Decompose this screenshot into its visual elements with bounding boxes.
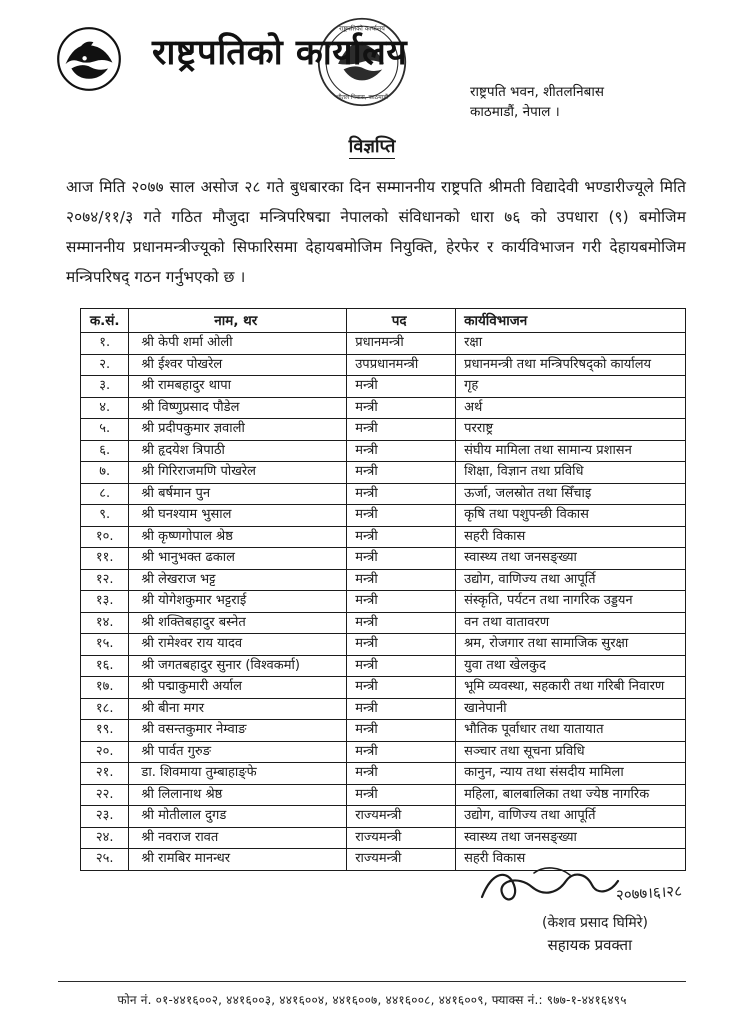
cell-name: श्री रामबहादुर थापा xyxy=(129,376,347,398)
cell-portfolio: युवा तथा खेलकुद xyxy=(456,655,686,677)
cell-sn: ५. xyxy=(81,419,129,441)
table-row xyxy=(81,827,686,849)
cell-portfolio: गृह xyxy=(456,376,686,398)
cell-name: श्री विष्णुप्रसाद पौडेल xyxy=(129,397,347,419)
notice-title xyxy=(0,134,744,158)
table-row xyxy=(81,655,686,677)
table-row xyxy=(81,526,686,548)
cell-portfolio: सहरी विकास xyxy=(456,526,686,548)
cell-portfolio: स्वास्थ्य तथा जनसङ्ख्या xyxy=(456,827,686,849)
cell-portfolio: उद्योग, वाणिज्य तथा आपूर्ति xyxy=(456,569,686,591)
cell-portfolio: कृषि तथा पशुपन्छी विकास xyxy=(456,505,686,527)
cell-sn: २१. xyxy=(81,763,129,785)
table-row xyxy=(81,419,686,441)
cell-sn: ९. xyxy=(81,505,129,527)
cell-post: राज्यमन्त्री xyxy=(347,806,456,828)
cabinet-table xyxy=(80,308,686,871)
cell-post: मन्त्री xyxy=(347,462,456,484)
cell-portfolio: शिक्षा, विज्ञान तथा प्रविधि xyxy=(456,462,686,484)
cell-post: मन्त्री xyxy=(347,698,456,720)
table-row xyxy=(81,806,686,828)
table-row xyxy=(81,440,686,462)
cell-name: श्री रामेश्वर राय यादव xyxy=(129,634,347,656)
cell-sn: १८. xyxy=(81,698,129,720)
cell-name: श्री वसन्तकुमार नेम्वाङ xyxy=(129,720,347,742)
signatory-role: सहायक प्रवक्ता xyxy=(547,935,632,954)
cell-sn: ३. xyxy=(81,376,129,398)
cell-name: श्री केपी शर्मा ओली xyxy=(129,333,347,355)
footer-divider xyxy=(58,981,686,982)
cell-portfolio: कानुन, न्याय तथा संसदीय मामिला xyxy=(456,763,686,785)
cell-sn: ४. xyxy=(81,397,129,419)
notice-paragraph: आज मिति २०७७ साल असोज २८ गते बुधबारका दिन सम्माननीय राष्ट्रपति श्रीमती विद्यादेवी भण्डारीज्यूले मिति २०७४/११/३ गते गठित मौजुदा मन्त्रिपरिषद्मा नेपालको संविधानको धारा ७६ को उपधारा (९) बमोजिम सम्माननीय प्रधानमन्त्रीज्यूको सिफारिसमा देहायबमोजिम नियुक्ति, हेरफेर र कार्यविभाजन गरी देहायबमोजिम मन्त्रिपरिषद् गठन गर्नुभएको छ । xyxy=(66,178,686,286)
cell-name: श्री शक्तिबहादुर बस्नेत xyxy=(129,612,347,634)
cell-post: मन्त्री xyxy=(347,784,456,806)
cell-name: श्री लेखराज भट्ट xyxy=(129,569,347,591)
cell-portfolio: अर्थ xyxy=(456,397,686,419)
cell-post: मन्त्री xyxy=(347,655,456,677)
cell-name: श्री बर्षमान पुन xyxy=(129,483,347,505)
cell-sn: १२. xyxy=(81,569,129,591)
cell-portfolio: संस्कृति, पर्यटन तथा नागरिक उड्डयन xyxy=(456,591,686,613)
table-row xyxy=(81,483,686,505)
column-header-name: नाम, थर xyxy=(129,309,347,333)
cell-portfolio: परराष्ट्र xyxy=(456,419,686,441)
cell-post: मन्त्री xyxy=(347,526,456,548)
table-row xyxy=(81,591,686,613)
cell-post: मन्त्री xyxy=(347,591,456,613)
address-line-1: राष्ट्रपति भवन, शीतलनिबास xyxy=(470,84,604,100)
cell-portfolio: श्रम, रोजगार तथा सामाजिक सुरक्षा xyxy=(456,634,686,656)
cell-sn: १५. xyxy=(81,634,129,656)
cell-sn: २४. xyxy=(81,827,129,849)
cell-name: श्री जगतबहादुर सुनार (विश्वकर्मा) xyxy=(129,655,347,677)
cell-portfolio: महिला, बालबालिका तथा ज्येष्ठ नागरिक xyxy=(456,784,686,806)
table-row xyxy=(81,720,686,742)
cell-post: मन्त्री xyxy=(347,397,456,419)
column-header-portfolio: कार्यविभाजन xyxy=(456,309,686,333)
cell-sn: २५. xyxy=(81,849,129,871)
cell-post: मन्त्री xyxy=(347,634,456,656)
cell-sn: ११. xyxy=(81,548,129,570)
cell-sn: १३. xyxy=(81,591,129,613)
cell-name: श्री हृदयेश त्रिपाठी xyxy=(129,440,347,462)
cell-sn: १०. xyxy=(81,526,129,548)
cell-post: मन्त्री xyxy=(347,376,456,398)
cell-portfolio: सहरी विकास xyxy=(456,849,686,871)
cell-sn: १. xyxy=(81,333,129,355)
signature-date: २०७७।६।२८ xyxy=(615,881,683,904)
cell-portfolio: ऊर्जा, जलस्रोत तथा सिँचाइ xyxy=(456,483,686,505)
table-row xyxy=(81,763,686,785)
notice-title-text: विज्ञप्ति xyxy=(348,136,396,157)
cell-post: मन्त्री xyxy=(347,677,456,699)
cell-name: डा. शिवमाया तुम्बाहाङ्फे xyxy=(129,763,347,785)
table-row xyxy=(81,333,686,355)
table-row xyxy=(81,698,686,720)
table-row xyxy=(81,548,686,570)
nepal-emblem xyxy=(52,26,126,92)
cell-post: मन्त्री xyxy=(347,569,456,591)
cell-name: श्री गिरिराजमणि पोखरेल xyxy=(129,462,347,484)
column-header-post: पद xyxy=(347,309,456,333)
table-row xyxy=(81,569,686,591)
signature-block xyxy=(0,877,744,969)
cell-post: मन्त्री xyxy=(347,548,456,570)
cabinet-table-wrapper xyxy=(80,308,686,871)
cell-portfolio: भौतिक पूर्वाधार तथा यातायात xyxy=(456,720,686,742)
table-row xyxy=(81,376,686,398)
cell-sn: २२. xyxy=(81,784,129,806)
table-row xyxy=(81,612,686,634)
cell-post: प्रधानमन्त्री xyxy=(347,333,456,355)
svg-text:शीतल निवास, काठमाडौं: शीतल निवास, काठमाडौं xyxy=(336,93,388,101)
cell-portfolio: रक्षा xyxy=(456,333,686,355)
cell-portfolio: सञ्चार तथा सूचना प्रविधि xyxy=(456,741,686,763)
organization-address xyxy=(470,82,604,122)
table-row xyxy=(81,634,686,656)
cell-sn: २. xyxy=(81,354,129,376)
cell-portfolio: खानेपानी xyxy=(456,698,686,720)
cell-portfolio: प्रधानमन्त्री तथा मन्त्रिपरिषद्को कार्यालय xyxy=(456,354,686,376)
cell-name: श्री रामबिर मानन्धर xyxy=(129,849,347,871)
cell-name: श्री योगेशकुमार भट्टराई xyxy=(129,591,347,613)
cell-name: श्री पार्वत गुरुङ xyxy=(129,741,347,763)
cell-sn: २०. xyxy=(81,741,129,763)
cell-sn: १७. xyxy=(81,677,129,699)
table-row xyxy=(81,505,686,527)
cell-post: राज्यमन्त्री xyxy=(347,849,456,871)
cell-name: श्री पद्माकुमारी अर्याल xyxy=(129,677,347,699)
table-row xyxy=(81,462,686,484)
cell-post: मन्त्री xyxy=(347,612,456,634)
cell-post: मन्त्री xyxy=(347,720,456,742)
cell-name: श्री बीना मगर xyxy=(129,698,347,720)
cell-post: मन्त्री xyxy=(347,419,456,441)
cell-sn: ८. xyxy=(81,483,129,505)
svg-text:राष्ट्रपतिको कार्यालय: राष्ट्रपतिको कार्यालय xyxy=(339,24,385,33)
cell-name: श्री ईश्वर पोखरेल xyxy=(129,354,347,376)
cell-post: मन्त्री xyxy=(347,505,456,527)
cell-portfolio: स्वास्थ्य तथा जनसङ्ख्या xyxy=(456,548,686,570)
column-header-sn: क.सं. xyxy=(81,309,129,333)
cell-sn: १४. xyxy=(81,612,129,634)
cabinet-table-body xyxy=(81,333,686,871)
table-row xyxy=(81,397,686,419)
cell-portfolio: भूमि व्यवस्था, सहकारी तथा गरिबी निवारण xyxy=(456,677,686,699)
cell-name: श्री नवराज रावत xyxy=(129,827,347,849)
cell-portfolio: वन तथा वातावरण xyxy=(456,612,686,634)
table-row xyxy=(81,741,686,763)
cell-sn: ७. xyxy=(81,462,129,484)
cell-name: श्री भानुभक्त ढकाल xyxy=(129,548,347,570)
cell-portfolio: उद्योग, वाणिज्य तथा आपूर्ति xyxy=(456,806,686,828)
cell-post: उपप्रधानमन्त्री xyxy=(347,354,456,376)
address-line-2: काठमाडौं, नेपाल । xyxy=(470,104,560,120)
cell-sn: १६. xyxy=(81,655,129,677)
cell-name: श्री घनश्याम भुसाल xyxy=(129,505,347,527)
cell-sn: ६. xyxy=(81,440,129,462)
table-row xyxy=(81,784,686,806)
cell-portfolio: संघीय मामिला तथा सामान्य प्रशासन xyxy=(456,440,686,462)
cell-post: मन्त्री xyxy=(347,483,456,505)
cell-post: मन्त्री xyxy=(347,763,456,785)
table-row xyxy=(81,354,686,376)
cell-name: श्री मोतीलाल दुगड xyxy=(129,806,347,828)
table-row xyxy=(81,677,686,699)
cell-name: श्री लिलानाथ श्रेष्ठ xyxy=(129,784,347,806)
handwritten-signature xyxy=(474,863,624,911)
cell-name: श्री कृष्णगोपाल श्रेष्ठ xyxy=(129,526,347,548)
footer-contact: फोन नं. ०१-४४१६००२, ४४१६००३, ४४१६००४, ४४१६००७, ४४१६००८, ४४१६००९, फ्याक्स नं.: ९७७-१-४४१६४९५ xyxy=(117,993,627,1007)
table-header-row xyxy=(81,309,686,333)
cell-name: श्री प्रदीपकुमार ज्ञवाली xyxy=(129,419,347,441)
organization-title: राष्ट्रपतिको कार्यालय xyxy=(152,33,408,73)
document-header xyxy=(0,0,744,128)
signatory-name: (केशव प्रसाद घिमिरे) xyxy=(542,914,648,931)
cell-sn: २३. xyxy=(81,806,129,828)
cell-post: राज्यमन्त्री xyxy=(347,827,456,849)
cell-sn: १९. xyxy=(81,720,129,742)
cell-post: मन्त्री xyxy=(347,440,456,462)
cell-post: मन्त्री xyxy=(347,741,456,763)
